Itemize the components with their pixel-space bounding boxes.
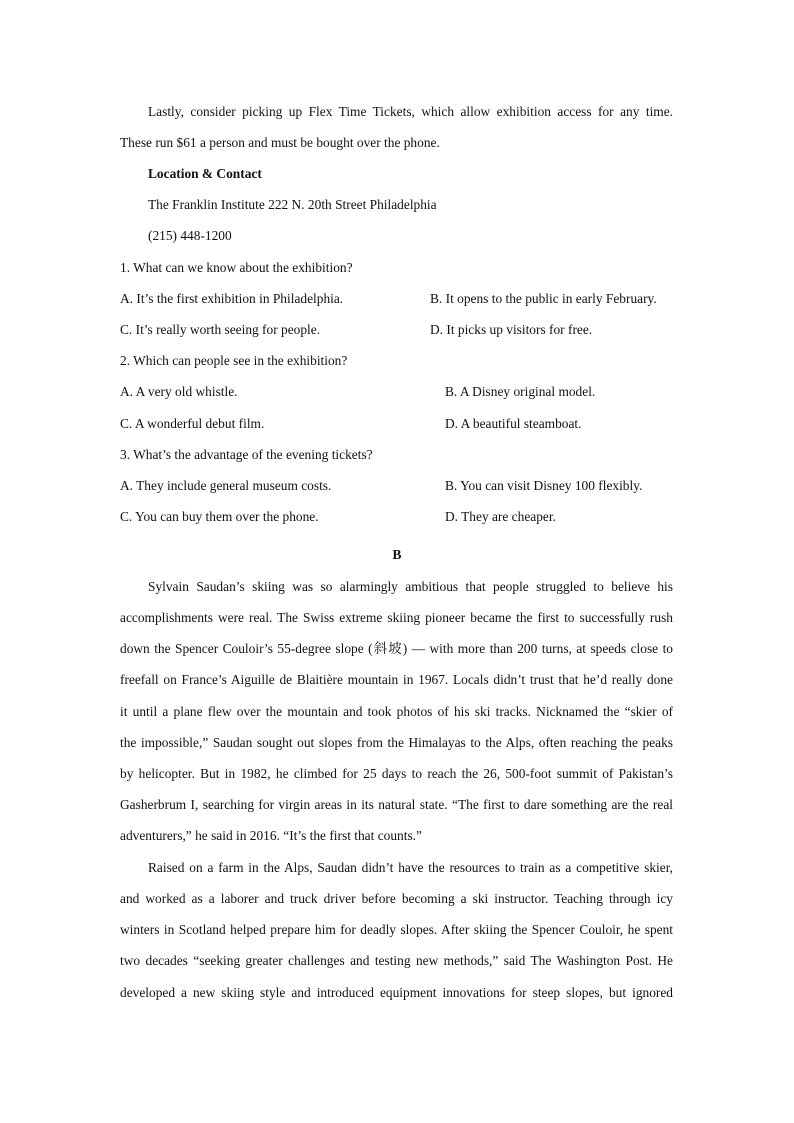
paragraph-line: down the Spencer Couloir’s 55-degree slope (斜坡) — with more than 200 turns, at speeds close to bbox=[120, 641, 673, 656]
paragraph-line: Raised on a farm in the Alps, Saudan didn’t have the resources to train as a competitive skier, bbox=[148, 860, 673, 875]
paragraph-line: Sylvain Saudan’s skiing was so alarmingly ambitious that people struggled to believe his bbox=[148, 579, 673, 594]
paragraph-line: by helicopter. But in 1982, he climbed for 25 days to reach the 26, 500-foot summit of Pakistan’s bbox=[120, 766, 673, 781]
address-text: The Franklin Institute 222 N. 20th Street Philadelphia bbox=[148, 197, 437, 212]
paragraph-line: developed a new skiing style and introduced equipment innovations for steep slopes, but ignored bbox=[120, 985, 673, 1000]
paragraph-line: winters in Scotland helped prepare him for deadly slopes. After skiing the Spencer Couloir, he spent bbox=[120, 922, 673, 937]
paragraph-line: it until a plane flew over the mountain and took photos of his ski tracks. Nicknamed the “skier of bbox=[120, 704, 673, 719]
question-stem: 3. What’s the advantage of the evening tickets? bbox=[120, 447, 373, 462]
question-stem: 1. What can we know about the exhibition? bbox=[120, 260, 353, 275]
option-d: D. It picks up visitors for free. bbox=[430, 322, 593, 337]
intro-paragraph-line: These run $61 a person and must be bought over the phone. bbox=[120, 135, 440, 150]
section-label: B bbox=[392, 547, 402, 562]
option-c: C. A wonderful debut film. bbox=[120, 416, 265, 431]
phone-text: (215) 448-1200 bbox=[148, 228, 232, 243]
option-a: A. It’s the first exhibition in Philadelphia. bbox=[120, 291, 344, 306]
option-d: D. They are cheaper. bbox=[445, 509, 556, 524]
option-d: D. A beautiful steamboat. bbox=[445, 416, 582, 431]
option-b: B. You can visit Disney 100 flexibly. bbox=[445, 478, 643, 493]
option-a: A. A very old whistle. bbox=[120, 384, 238, 399]
location-heading: Location & Contact bbox=[148, 166, 262, 181]
option-a: A. They include general museum costs. bbox=[120, 478, 332, 493]
intro-paragraph-line: Lastly, consider picking up Flex Time Tickets, which allow exhibition access for any time. bbox=[148, 104, 673, 119]
paragraph-line: accomplishments were real. The Swiss extreme skiing pioneer became the first to successfully rush bbox=[120, 610, 673, 625]
paragraph-line: and worked as a laborer and truck driver before becoming a ski instructor. Teaching through icy bbox=[120, 891, 673, 906]
question-stem: 2. Which can people see in the exhibition? bbox=[120, 353, 348, 368]
option-c: C. You can buy them over the phone. bbox=[120, 509, 319, 524]
option-b: B. It opens to the public in early February. bbox=[430, 291, 657, 306]
paragraph-line: Gasherbrum I, searching for virgin areas in its natural state. “The first to dare something are the real bbox=[120, 797, 673, 812]
paragraph-line: freefall on France’s Aiguille de Blaitière mountain in 1967. Locals didn’t trust that he’d really done bbox=[120, 672, 673, 687]
paragraph-line: adventurers,” he said in 2016. “It’s the first that counts.” bbox=[120, 828, 422, 843]
option-b: B. A Disney original model. bbox=[445, 384, 596, 399]
paragraph-line: the impossible,” Saudan sought out slopes from the Himalayas to the Alps, often reaching the peaks bbox=[120, 735, 673, 750]
option-c: C. It’s really worth seeing for people. bbox=[120, 322, 321, 337]
paragraph-line: two decades “seeking greater challenges and testing new methods,” said The Washington Post. He bbox=[120, 953, 673, 968]
